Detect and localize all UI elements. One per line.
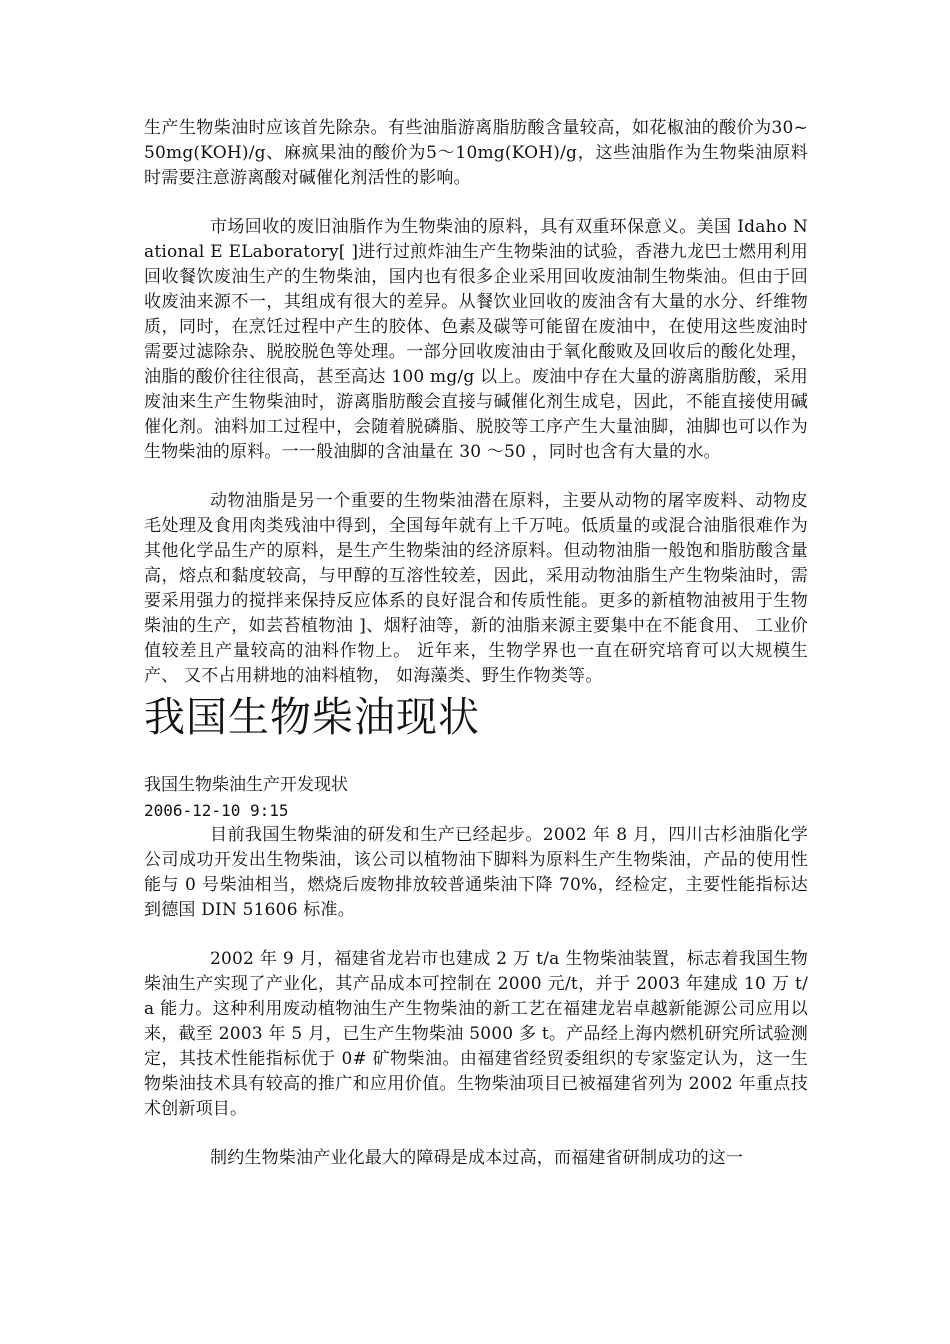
paragraph-impurity-removal: 生产生物柴油时应该首先除杂。有些油脂游离脂肪酸含量较高，如花椒油的酸价为30~50mg(KOH)/g、麻疯果油的酸价为5～10mg(KOH)/g，这些油脂作为生物柴油原料时需要注意游离酸对碱催化剂活性的影响。 bbox=[144, 118, 808, 188]
article-datetime: 2006-12-10 9:15 bbox=[144, 801, 289, 820]
paragraph-fujian: 2002 年 9 月，福建省龙岩市也建成 2 万 t/a 生物柴油装置，标志着我国生物柴油生产实现了产业化，其产品成本可控制在 2000 元/t，并于 2003 年建成 10 万 t/a 能力。这种利用废动植物油生产生物柴油的新工艺在福建龙岩卓越新能源公司应用以来，截至 2003 年 5 月，已生产生物柴油 5000 多 t。产品经上海内燃机研究所试验测定，其技术性能指标优于 0# 矿物柴油。由福建省经贸委组织的专家鉴定认为，这一生物柴油技术具有较高的推广和应用价值。生物柴油项目已被福建省列为 2002 年重点技术创新项目。 bbox=[144, 949, 808, 1119]
section-heading: 我国生物柴油现状 bbox=[144, 693, 480, 741]
paragraph-waste-oil: 市场回收的废旧油脂作为生物柴油的原料，具有双重环保意义。美国 Idaho National E ELaboratory[ ]进行过煎炸油生产生物柴油的试验，香港九龙巴士燃用利用回收餐饮废油生产的生物柴油，国内也有很多企业采用回收废油制生物柴油。但由于回收废油来源不一，其组成有很大的差异。从餐饮业回收的废油含有大量的水分、纤维物质，同时，在烹饪过程中产生的胶体、色素及碳等可能留在废油中，在使用这些废油时需要过滤除杂、脱胶脱色等处理。一部分回收废油由于氧化酸败及回收后的酸化处理，油脂的酸价往往很高，甚至高达 100 mg/g 以上。废油中存在大量的游离脂肪酸，采用废油来生产生物柴油时，游离脂肪酸会直接与碱催化剂生成皂，因此，不能直接使用碱催化剂。油料加工过程中，会随着脱磷脂、脱胶等工序产生大量油脚，油脚也可以作为生物柴油的原料。一一般油脚的含油量在 30 ～50 ，同时也含有大量的水。 bbox=[144, 217, 808, 462]
document-page bbox=[144, 116, 808, 1171]
article-title: 我国生物柴油生产开发现状 bbox=[144, 775, 348, 795]
paragraph-sichuan: 目前我国生物柴油的研发和生产已经起步。2002 年 8 月，四川古杉油脂化学公司成功开发出生物柴油，该公司以植物油下脚料为原料生产生物柴油，产品的使用性能与 0 号柴油相当，燃烧后废物排放较普通柴油下降 70%，经检定，主要性能指标达到德国 DIN 51606 标准。 bbox=[144, 825, 808, 920]
paragraph-cost-barrier: 制约生物柴油产业化最大的障碍是成本过高，而福建省研制成功的这一 bbox=[210, 1148, 744, 1168]
paragraph-animal-fat: 动物油脂是另一个重要的生物柴油潜在原料，主要从动物的屠宰废料、动物皮毛处理及食用肉类残油中得到，全国每年就有上千万吨。低质量的或混合油脂很难作为其他化学品生产的原料，是生产生物柴油的经济原料。但动物油脂一般饱和脂肪酸含量高，熔点和黏度较高，与甲醇的互溶性较差，因此，采用动物油脂生产生物柴油时，需要采用强力的搅拌来保持反应体系的良好混合和传质性能。更多的新植物油被用于生物柴油的生产，如芸苔植物油 ]、烟籽油等，新的油脂来源主要集中在不能食用、 工业价值较差且产量较高的油料作物上。 近年来，生物学界也一直在研究培育可以大规模生产、 又不占用耕地的油料植物， 如海藻类、野生作物类等。 bbox=[144, 491, 808, 686]
